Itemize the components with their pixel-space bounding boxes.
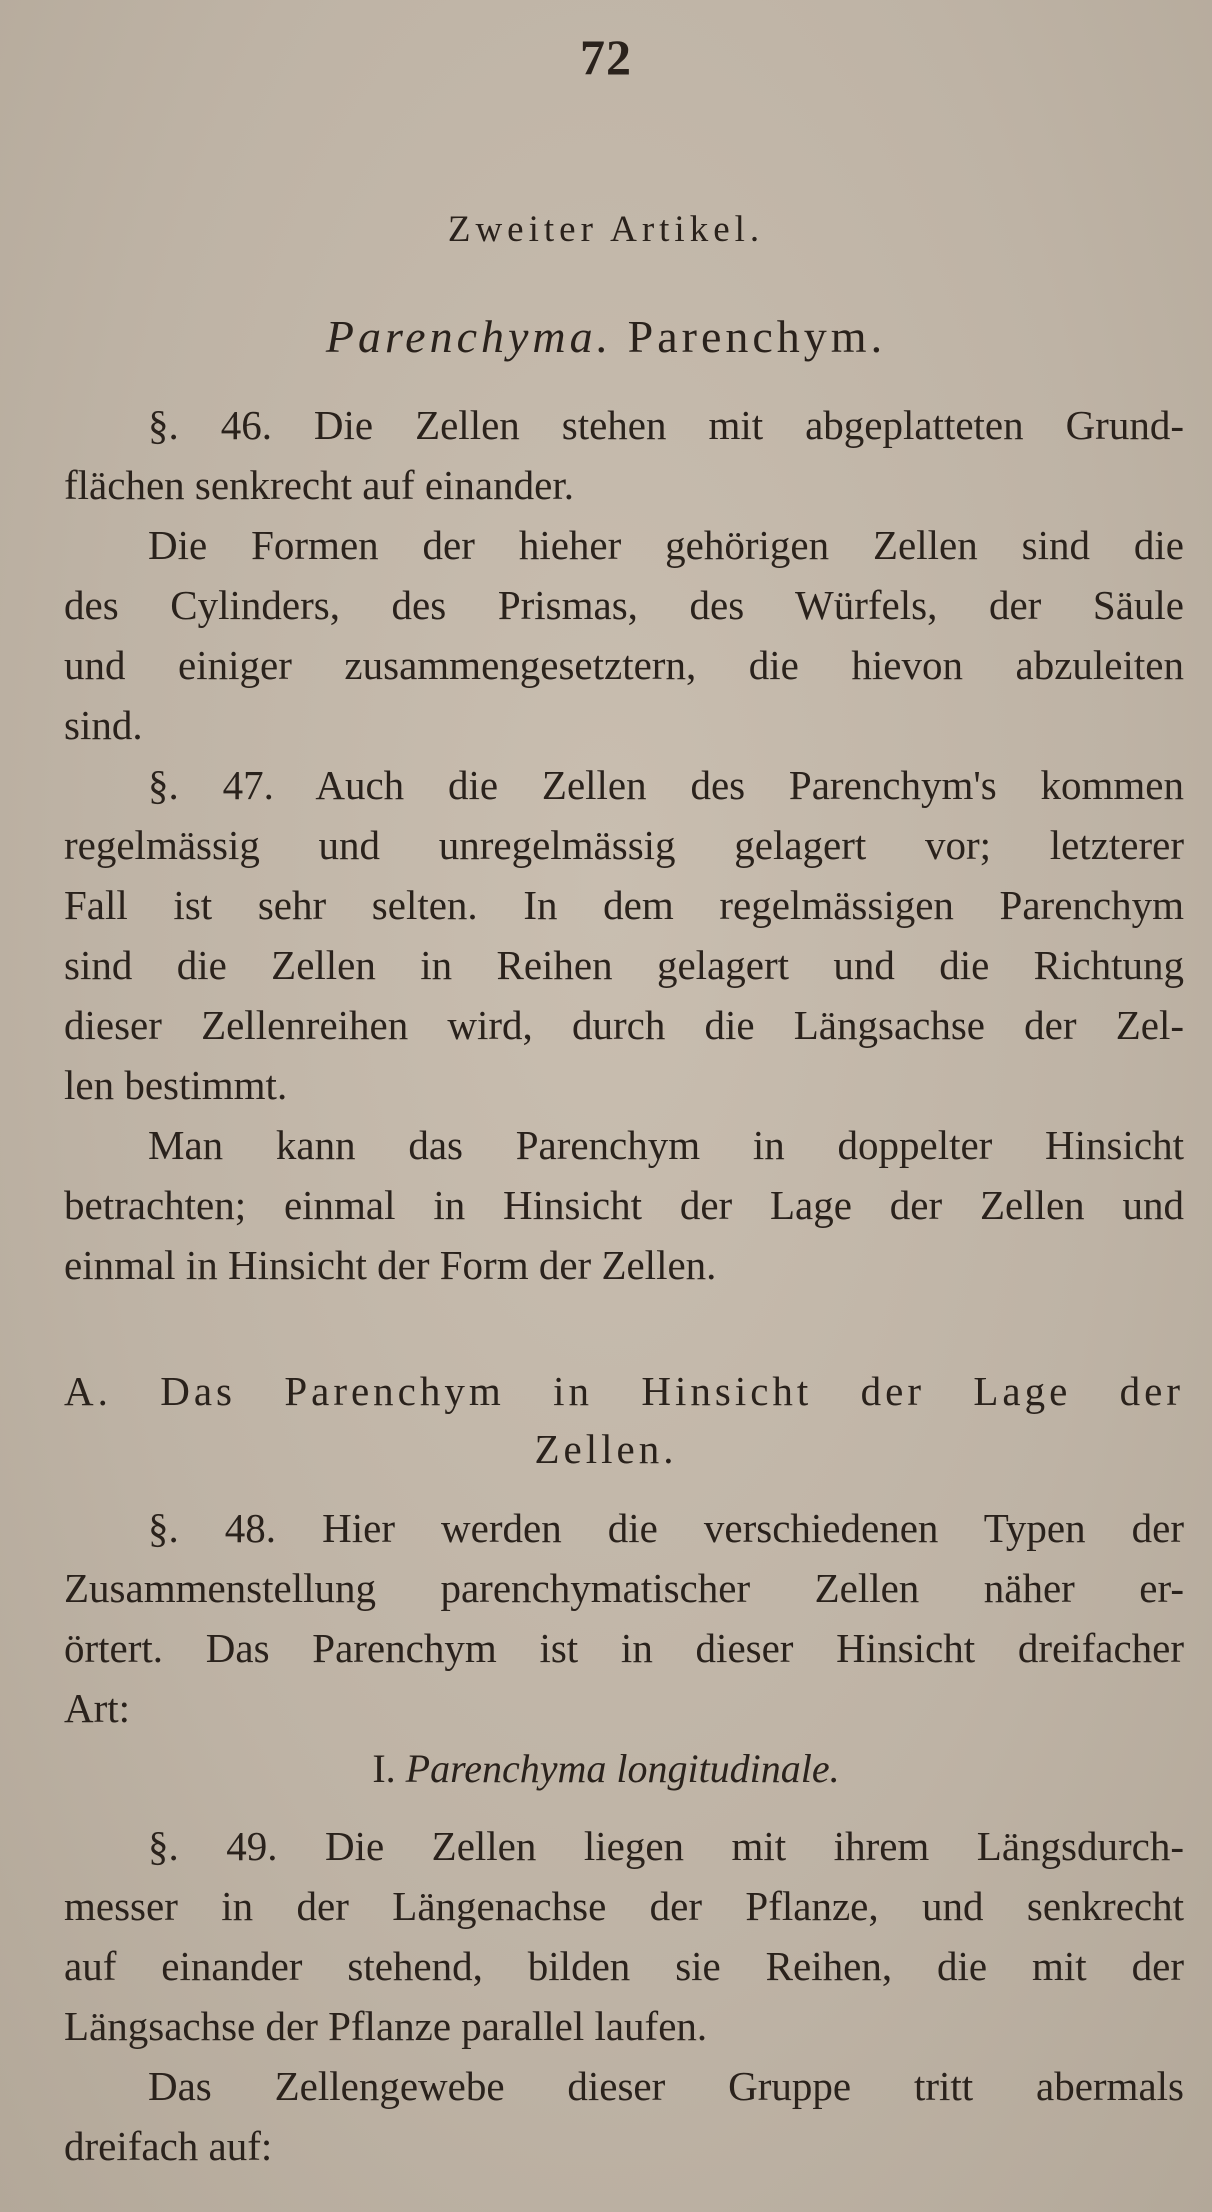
text-line: Die Formen der hieher gehörigen Zellen sind die — [148, 522, 1184, 568]
text-line: Fall ist sehr selten. In dem regelmässigen Parenchym — [64, 882, 1184, 928]
text-line: örtert. Das Parenchym ist in dieser Hinsicht dreifacher — [64, 1625, 1184, 1671]
text-line: und einiger zusammengesetztern, die hievon abzuleiten — [64, 642, 1184, 688]
text-line: Zusammenstellung parenchymatischer Zellen näher er- — [64, 1565, 1184, 1611]
text-line: regelmässig und unregelmässig gelagert vor; letzterer — [64, 822, 1184, 868]
subsection-heading — [0, 1745, 1212, 1792]
text-line: dieser Zellenreihen wird, durch die Längsachse der Zel- — [64, 1002, 1184, 1048]
chapter-title — [0, 310, 1212, 363]
text-line: Man kann das Parenchym in doppelter Hinsicht — [148, 1122, 1184, 1168]
text-line: §. 48. Hier werden die verschiedenen Typen der — [148, 1505, 1184, 1551]
text-line: flächen senkrecht auf einander. — [64, 462, 574, 508]
text-line: §. 49. Die Zellen liegen mit ihrem Längsdurch- — [148, 1823, 1184, 1869]
text-line: §. 46. Die Zellen stehen mit abgeplatteten Grund- — [148, 402, 1184, 448]
text-line: einmal in Hinsicht der Form der Zellen. — [64, 1242, 717, 1288]
title-german: Parenchym. — [627, 311, 887, 362]
text-line: messer in der Längenachse der Pflanze, und senkrecht — [64, 1883, 1184, 1929]
text-line: Längsachse der Pflanze parallel laufen. — [64, 2003, 708, 2049]
text-line: dreifach auf: — [64, 2123, 273, 2169]
text-line: §. 47. Auch die Zellen des Parenchym's kommen — [148, 762, 1184, 808]
subsection-numeral: I. — [372, 1746, 396, 1791]
text-line: sind die Zellen in Reihen gelagert und die Richtung — [64, 942, 1184, 988]
text-line: sind. — [64, 702, 143, 748]
subsection-title: Parenchyma longitudinale. — [405, 1746, 840, 1791]
text-line: des Cylinders, des Prismas, des Würfels, der Säule — [64, 582, 1184, 628]
text-line: Das Zellengewebe dieser Gruppe tritt abermals — [148, 2063, 1184, 2109]
section-heading-continued: Zellen. — [534, 1426, 678, 1472]
text-line: len bestimmt. — [64, 1062, 288, 1108]
page-number: 72 — [580, 29, 632, 85]
text-line: betrachten; einmal in Hinsicht der Lage der Zellen und — [64, 1182, 1184, 1228]
text-line: auf einander stehend, bilden sie Reihen, die mit der — [64, 1943, 1184, 1989]
article-heading: Zweiter Artikel. — [447, 209, 765, 250]
section-heading: A. Das Parenchym in Hinsicht der Lage der — [64, 1368, 1184, 1414]
text-line: Art: — [64, 1685, 131, 1731]
title-latin: Parenchyma. — [325, 311, 613, 362]
